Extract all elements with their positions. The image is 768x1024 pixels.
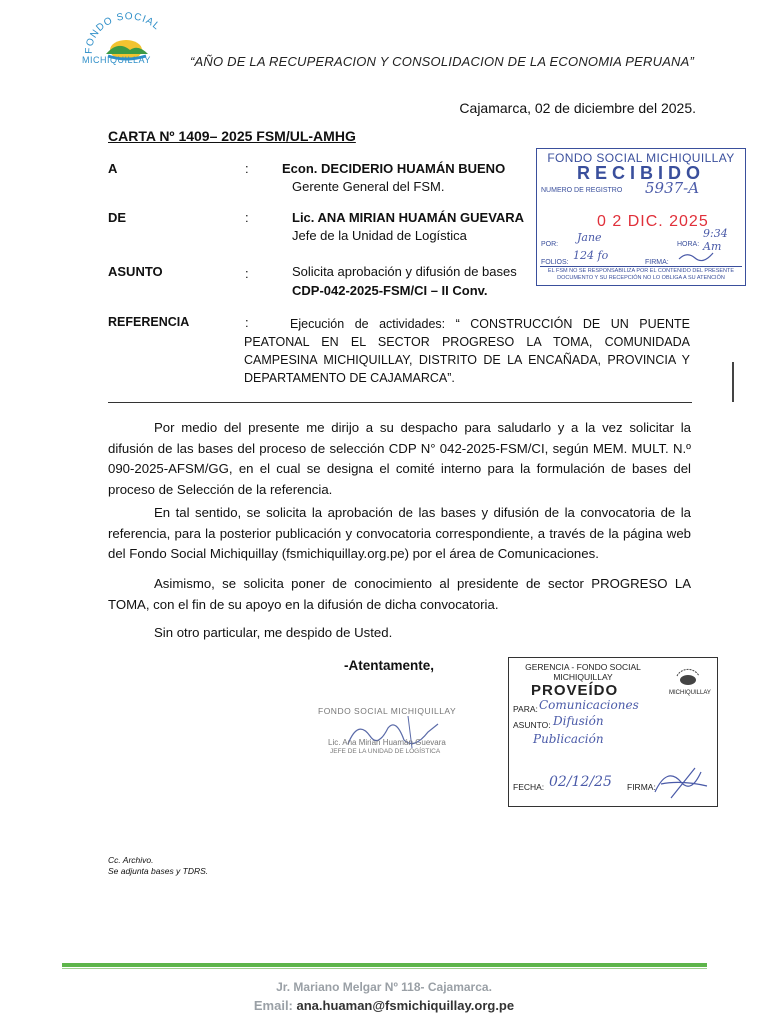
hora-value: 9:34 Am (703, 227, 728, 253)
signature-stamp (318, 704, 464, 766)
footer-divider (62, 963, 707, 967)
cc-line-1: Cc. Archivo. (108, 855, 154, 865)
folios-value: 124 fo (573, 249, 609, 262)
por-label: POR: (541, 241, 559, 248)
firma-label: FIRMA: (627, 782, 656, 792)
signature-name: Lic. Ana Mirian Huamán Guevara (328, 738, 446, 747)
colon: : (245, 210, 249, 225)
cc-block (108, 855, 208, 877)
para-label: PARA: (513, 704, 538, 714)
reference-text-body: Ejecución de actividades: “ CONSTRUCCIÓN DE UN PUENTE PEATONAL EN EL SECTOR PROGRESO LA TOMA, COMUNIDADA CAMPESINA MICHIQUILLAY, DISTRITO DE LA ENCAÑADA, PROVINCIA Y DEPARTAMENTO DE CAJAMARCA”. (244, 317, 690, 385)
paragraph-text: Sin otro particular, me despido de Usted. (154, 625, 393, 640)
paragraph-text: Asimismo, se solicita poner de conocimiento al presidente de sector PROGRESO LA TOMA, con el fin de su apoyo en la difusión de dicha convocatoria. (108, 576, 691, 612)
signature-scribble-icon (677, 249, 717, 263)
proveido-logo-icon (673, 662, 703, 690)
date-line: Cajamarca, 02 de diciembre del 2025. (459, 100, 696, 116)
reference-text (244, 315, 690, 387)
proveido-title: GERENCIA - FONDO SOCIAL MICHIQUILLAY (525, 662, 641, 682)
fecha-value: 02/12/25 (549, 774, 612, 790)
reference-label: REFERENCIA (108, 315, 190, 329)
closing: -Atentamente, (344, 658, 435, 673)
to-role: Gerente General del FSM. (292, 179, 445, 194)
email-address[interactable]: ana.huaman@fsmichiquillay.org.pe (296, 998, 515, 1013)
from-label: DE (108, 210, 127, 225)
asunto-label: ASUNTO: (513, 720, 551, 730)
subject-label: ASUNTO (108, 264, 163, 279)
asunto-value: Difusión (553, 714, 604, 728)
asunto-value-2: Publicación (533, 732, 604, 746)
para-value: Comunicaciones (539, 698, 639, 712)
firma-label: FIRMA: (645, 259, 669, 266)
footer-divider-thin (62, 968, 707, 969)
year-banner: “AÑO DE LA RECUPERACION Y CONSOLIDACION DE LA ECONOMIA PERUANA” (190, 54, 695, 69)
from-role: Jefe de la Unidad de Logística (292, 228, 467, 243)
footer-email (0, 998, 768, 1013)
proveido-stamp (508, 657, 718, 807)
from-name: Lic. ANA MIRIAN HUAMÁN GUEVARA (292, 210, 525, 225)
section-divider (108, 402, 692, 403)
proveido-word: PROVEÍDO (531, 682, 619, 699)
logo-name: MICHIQUILLAY (82, 55, 151, 65)
registry-label: NUMERO DE REGISTRO (541, 187, 623, 194)
paragraph-text: En tal sentido, se solicita la aprobación de las bases y difusión de la convocatoria de la referencia, para la posterior publicación y convocatoria correspondiente, a través de la página web del Fondo Social Michiquillay (fsmichiquillay.org.pe) por el área de Comunicaciones. (108, 505, 691, 561)
body-paragraph-3 (108, 574, 691, 615)
logo-arc-text: FONDO SOCIAL (83, 11, 163, 55)
fecha-label: FECHA: (513, 782, 545, 792)
signature-org: FONDO SOCIAL MICHIQUILLAY (318, 706, 457, 716)
to-name: Econ. DECIDERIO HUAMÁN BUENO (282, 161, 506, 176)
body-paragraph-4 (108, 623, 691, 644)
footer-address: Jr. Mariano Melgar Nº 118- Cajamarca. (276, 980, 492, 994)
received-stamp (536, 148, 746, 286)
folios-label: FOLIOS: (541, 259, 569, 266)
subject-line-2: CDP-042-2025-FSM/CI – II Conv. (292, 283, 488, 298)
received-stamp-title: FONDO SOCIAL MICHIQUILLAY (547, 151, 735, 165)
registry-number: 5937-A (645, 179, 700, 197)
colon: : (245, 315, 249, 330)
received-date: 0 2 DIC. 2025 (597, 213, 709, 230)
por-value: Jane (577, 231, 602, 244)
margin-mark (732, 362, 734, 402)
received-stamp-word: RECIBIDO (576, 163, 705, 183)
cc-line-2: Se adjunta bases y TDRS. (108, 866, 209, 876)
to-label: A (108, 161, 118, 176)
signature-role: JEFE DE LA UNIDAD DE LOGÍSTICA (330, 748, 441, 755)
proveido-signature-icon (651, 762, 711, 802)
colon: : (245, 161, 249, 176)
colon: : (245, 266, 249, 281)
subject-line-1: Solicita aprobación y difusión de bases (292, 264, 517, 279)
paragraph-text: Por medio del presente me dirijo a su despacho para saludarlo y a la vez solicitar la difusión de las bases del proceso de selección CDP N° 042-2025-FSM/CI, según MEM. MULT. N.º 090-2025-AFSM/GG, en el cual se designa el comité interno para la formulación de bases del proceso de Selección de la referencia. (108, 420, 691, 497)
letter-code: CARTA Nº 1409– 2025 FSM/UL-AMHG (108, 128, 356, 144)
received-stamp-note: EL FSM NO SE RESPONSABILIZA POR EL CONTENIDO DEL PRESENTE DOCUMENTO Y SU RECEPCIÓN NO LO OBLIGA A SU ATENCIÓN (540, 266, 742, 285)
email-label: Email: (253, 998, 293, 1013)
body-paragraph-1 (108, 418, 691, 500)
body-paragraph-2 (108, 503, 691, 565)
proveido-logo-text: MICHIQUILLAY (669, 690, 711, 696)
hora-label: HORA: (677, 241, 700, 248)
